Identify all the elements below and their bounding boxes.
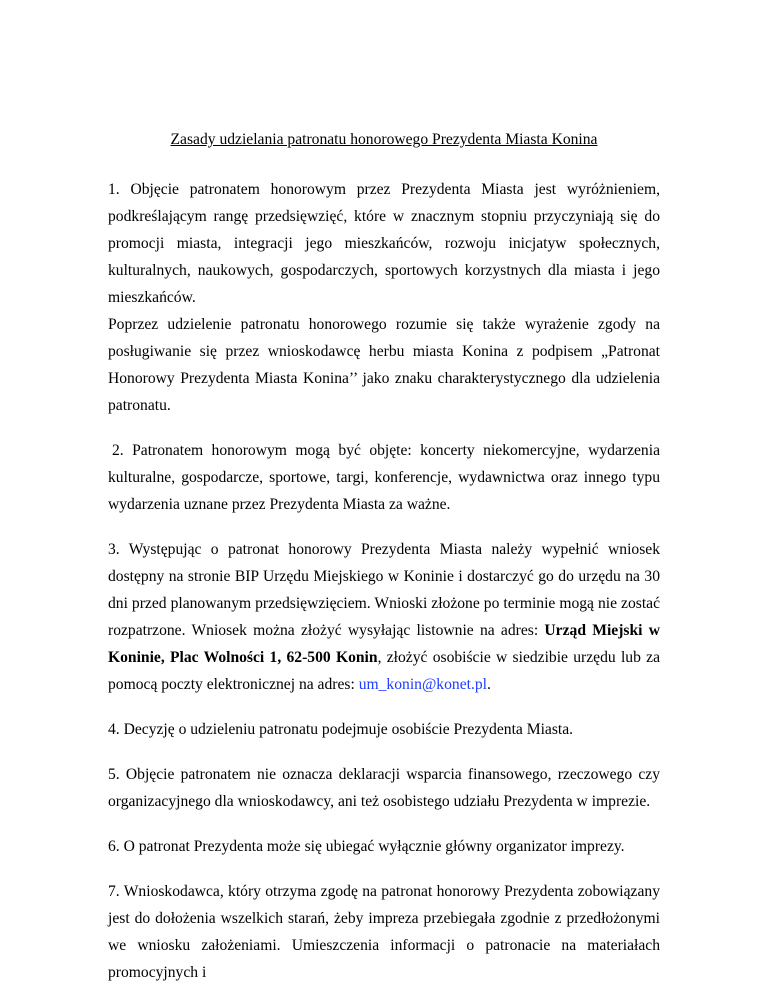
paragraph-1-continued: Poprzez udzielenie patronatu honorowego rozumie się także wyrażenie zgody na posługiwanie się przez wnioskodawcę herbu miasta Konina z podpisem „Patronat Honorowy Prezydenta Miasta Konina’’ jako znaku charakterystycznego dla udzielenia patronatu. <box>108 316 660 414</box>
email-link[interactable]: um_konin@konet.pl <box>358 676 487 693</box>
paragraph-1: 1. Objęcie patronatem honorowym przez Prezydenta Miasta jest wyróżnieniem, podkreślającym rangę przedsięwzięć, które w znacznym stopniu przyczyniają się do promocji miasta, integracji jego mieszkańców, rozwoju inicjatyw społecznych, kulturalnych, naukowych, gospodarczych, sportowych korzystnych dla miasta i jego mieszkańców. <box>108 181 660 306</box>
office-address: Urząd Miejski w Koninie, Plac Wolności 1, 62-500 Konin <box>108 622 661 666</box>
paragraph-6: 6. O patronat Prezydenta może się ubiegać wyłącznie główny organizator imprezy. <box>108 838 625 855</box>
paragraph-7: 7. Wnioskodawca, który otrzyma zgodę na patronat honorowy Prezydenta zobowiązany jest do dołożenia wszelkich starań, żeby impreza przebiegała zgodnie z przedłożonymi we wniosku założeniami. Umieszczenia informacji o patronacie na materiałach promocyjnych i <box>108 883 660 981</box>
paragraph-2: 2. Patronatem honorowym mogą być objęte: koncerty niekomercyjne, wydarzenia kulturalne, gospodarcze, sportowe, targi, konferencje, wydawnictwa oraz innego typu wydarzenia uznane przez Prezydenta Miasta za ważne. <box>108 442 660 513</box>
paragraph-3-text-a: 3. Występując o patronat honorowy Prezydenta Miasta należy wypełnić wniosek dostępny na stronie BIP Urzędu Miejskiego w Koninie i dostarczyć go do urzędu na 30 dni przed planowanym przedsięwzięciem. Wnioski złożone po terminie mogą nie zostać rozpatrzone. Wniosek można złożyć wysyłając listownie na adres: <box>108 541 660 639</box>
paragraph-4: 4. Decyzję o udzieleniu patronatu podejmuje osobiście Prezydenta Miasta. <box>108 721 574 738</box>
paragraph-3 <box>108 536 660 698</box>
document-title: Zasady udzielania patronatu honorowego Prezydenta Miasta Konina <box>170 131 598 148</box>
paragraph-3-text-b: , złożyć osobiście w siedzibie urzędu lub za pomocą poczty elektronicznej na adres: <box>108 649 660 693</box>
paragraph-3-text-c: . <box>486 676 491 693</box>
paragraph-5: 5. Objęcie patronatem nie oznacza deklaracji wsparcia finansowego, rzeczowego czy organizacyjnego dla wnioskodawcy, ani też osobistego udziału Prezydenta w imprezie. <box>108 766 660 810</box>
